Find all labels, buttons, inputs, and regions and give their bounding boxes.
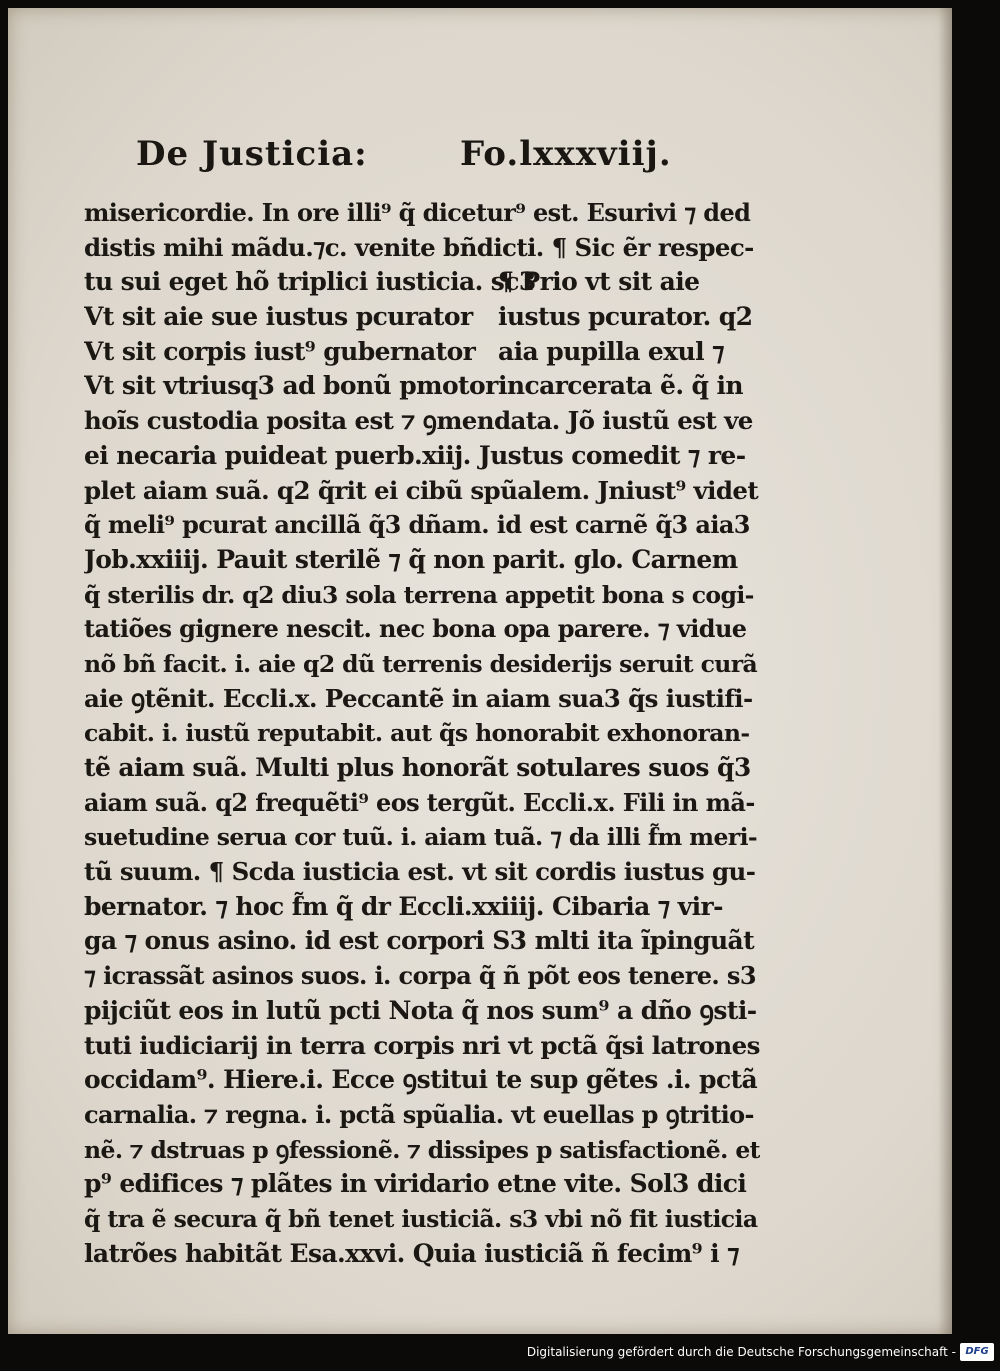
text-line: tũ suum. ¶ Scda iusticia est. vt sit cordis iustus gu- (84, 857, 756, 887)
book-page (8, 8, 952, 1334)
text-line: misericordie. In ore illi⁹ q̃ dicetur⁹ est. Esurivi ⁊ ded (84, 198, 751, 227)
text-line: nẽ. ⁊ dstruas p ꝯfessionẽ. ⁊ dissipes p satisfactionẽ. et (84, 1135, 760, 1164)
text-line-right-column: incarcerata ẽ. q̃ in (498, 371, 743, 401)
text-block (84, 196, 760, 1271)
running-head-title: De Justicia: (136, 134, 368, 174)
running-head (136, 134, 672, 182)
text-line: pijciũt eos in lutũ pcti Nota q̃ nos sum⁹ a dño ꝯsti- (84, 995, 757, 1025)
text-line: aiam suã. q2 frequẽti⁹ eos tergũt. Eccli.x. Fili in mã- (84, 787, 755, 817)
text-line: tatiões gignere nescit. nec bona opa parere. ⁊ vidue (84, 614, 747, 644)
text-line: bernator. ⁊ hoc f̃m q̃ dr Eccli.xxiiij. Cibaria ⁊ vir- (84, 891, 723, 921)
text-line-left-column: Vt sit corpis iust⁹ gubernator (84, 336, 476, 366)
text-line (84, 369, 760, 404)
text-line-right-column: iustus pcurator. q2 (498, 302, 753, 332)
text-line: Job.xxiiij. Pauit sterilẽ ⁊ q̃ non parit. glo. Carnem (84, 544, 738, 574)
text-line: ⁊ icrassãt asinos suos. i. corpa q̃ ñ põt eos tenere. s3 (84, 961, 756, 991)
folio-number: Fo.lxxxviij. (460, 134, 672, 174)
text-line: suetudine serua cor tuũ. i. aiam tuã. ⁊ da illi f̃m meri- (84, 823, 758, 852)
text-line: q̃ sterilis dr. q2 diu3 sola terrena appetit bona s cogi- (84, 580, 754, 609)
funding-credit: Digitalisierung gefördert durch die Deutsche Forschungsgemeinschaft - (526, 1345, 956, 1359)
text-line: hoĩs custodia posita est ⁊ ꝯmendata. Jõ iustũ est ve (84, 406, 753, 436)
text-line (84, 300, 760, 335)
text-line: nõ bñ facit. i. aie q2 dũ terrenis desiderijs seruit curã (84, 649, 758, 678)
text-line: carnalia. ⁊ regna. i. pctã spũalia. vt euellas p ꝯtritio- (84, 1099, 754, 1129)
text-line: tuti iudiciarij in terra corpis nri vt pctã q̃si latrones (84, 1030, 760, 1060)
text-line: ei necaria puideat puerb.xiij. Justus comedit ⁊ re- (84, 440, 746, 470)
text-line-left-column: Vt sit aie sue iustus pcurator (84, 302, 473, 332)
dfg-logo: DFG (960, 1343, 994, 1361)
text-line-left-column: tu sui eget hõ triplici iusticia. sc3 (84, 267, 536, 297)
text-line-right-column: aia pupilla exul ⁊ (498, 336, 724, 366)
text-line: aie ꝯtẽnit. Eccli.x. Peccantẽ in aiam sua3 q̃s iustifi- (84, 683, 753, 713)
text-line: distis mihi mãdu.⁊c. venite bñdicti. ¶ Sic ẽr respec- (84, 232, 754, 262)
text-line (84, 335, 760, 370)
text-line: p⁹ edifices ⁊ plãtes in viridario etne vite. Sol3 dici (84, 1169, 747, 1199)
text-line: plet aiam suã. q2 q̃rit ei cibũ spũalem. Jniust⁹ videt (84, 475, 759, 505)
text-line: occidam⁹. Hiere.i. Ecce ꝯstitui te sup gẽtes .i. pctã (84, 1065, 758, 1095)
footer-bar (0, 1334, 1000, 1371)
text-line (84, 265, 760, 300)
text-line: latrões habitãt Esa.xxvi. Quia iusticiã ñ fecim⁹ i ⁊ (84, 1238, 739, 1268)
text-line: cabit. i. iustũ reputabit. aut q̃s honorabit exhonoran- (84, 719, 750, 748)
text-line: q̃ meli⁹ pcurat ancillã q̃3 dñam. id est carnẽ q̃3 aia3 (84, 510, 750, 540)
text-line: ga ⁊ onus asino. id est corpori S3 mlti ita ĩpinguãt (84, 926, 755, 956)
text-line-left-column: Vt sit vtriusq3 ad bonũ pmotor (84, 371, 498, 401)
text-line-right-column: ¶ Prio vt sit aie (498, 267, 700, 297)
text-line: q̃ tra ẽ secura q̃ bñ tenet iusticiã. s3 vbi nõ fit iusticia (84, 1204, 758, 1233)
text-line: tẽ aiam suã. Multi plus honorãt sotulares suos q̃3 (84, 753, 751, 782)
